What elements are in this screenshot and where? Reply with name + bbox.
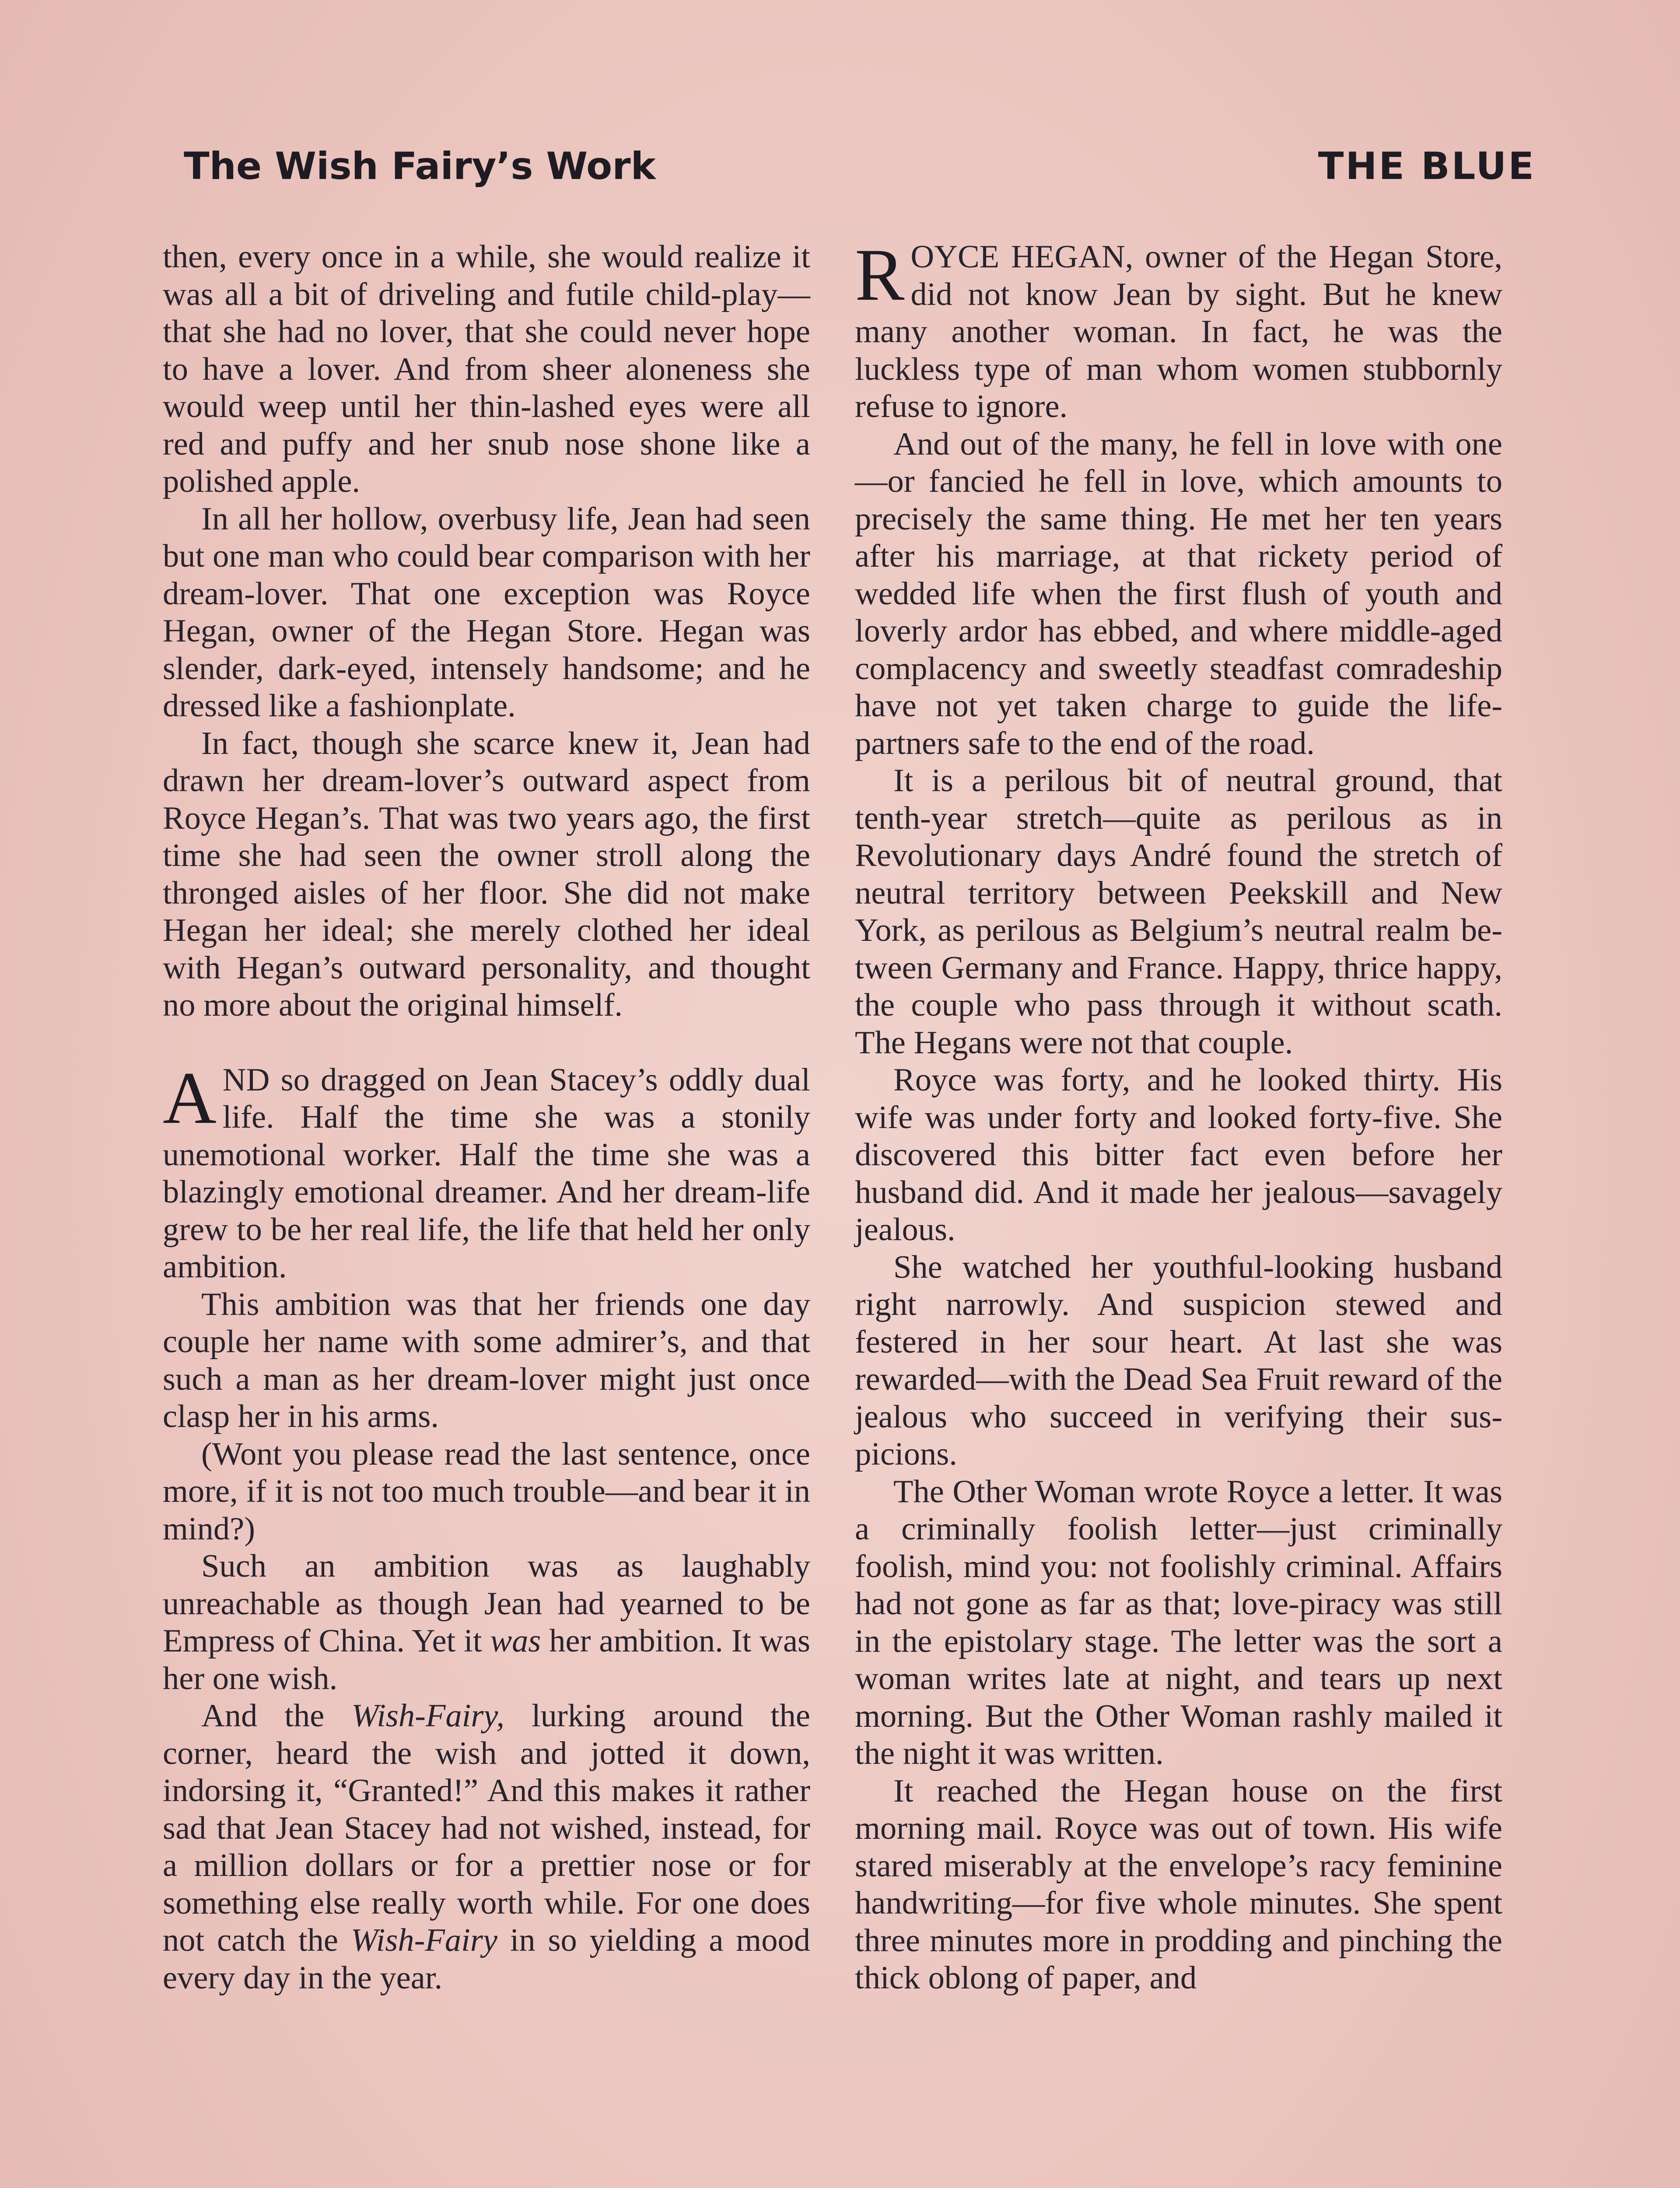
running-head-magazine: THE BLUE (1318, 144, 1536, 188)
paragraph-text: And the (201, 1698, 352, 1734)
emphasis: Wish-Fairy, (351, 1698, 504, 1734)
paragraph-text: her ambition. It was her one wish. (163, 1623, 810, 1697)
paragraph-text: OYCE HEGAN, owner of the Hegan Store, did not know Jean by sight. But he knew many another woman. In fact, he was the luckless type of man whom women stubbornly refuse to ignore. (855, 239, 1502, 424)
paragraph: She watched her youthful-looking husband right narrowly. And suspicion stewed and festered in her sour heart. At last she was rewarded—with the Dead Sea Fruit reward of the jealous who succeed in verifying their suspicions. (855, 1249, 1502, 1472)
paragraph-text: lurking around the corner, heard the wish and jotted it down, indorsing it, “Granted!” And this makes it rather sad that Jean Stacey had not wished, instead, for a million dollars or for a prettier nose or for something else really worth while. For one does not catch the (163, 1698, 810, 1958)
emphasis: was (490, 1623, 541, 1659)
paragraph: In fact, though she scarce knew it, Jean had drawn her dream-lover’s outward aspect from Royce Hegan’s. That was two years ago, the first time she had seen the owner stroll along the thronged aisles of her floor. She did not make Hegan her ideal; she merely clothed her ideal with Hegan’s outward personality, and thought no more about the original himself. (163, 725, 810, 1023)
paragraph (163, 1548, 810, 1697)
paragraph: Royce was forty, and he looked thirty. His wife was under forty and looked forty-five. She discovered this bitter fact even before her husband did. And it made her jealous—savagely jealous. (855, 1062, 1502, 1248)
drop-cap: R (855, 234, 905, 316)
paragraph-text: ND so dragged on Jean Stacey’s oddly dual life. Half the time she was a stonily unemotional worker. Half the time she was a blazingly emotional dreamer. And her dream-life grew to be her real life, the life that held her only ambition. (163, 1062, 810, 1285)
running-head-title: The Wish Fairy’s Work (184, 144, 656, 188)
paragraph: It is a perilous bit of neutral ground, that tenth-year stretch—quite as perilous as in Revolutionary days André found the stretch of neutral territory between Peekskill and New York, as perilous as Belgium’s neutral realm between Germany and France. Happy, thrice happy, the couple who pass through it without scath. The Hegans were not that couple. (855, 763, 1502, 1061)
paragraph: The Other Woman wrote Royce a letter. It was a criminally foolish letter—just criminally foolish, mind you: not foolishly criminal. Affairs had not gone as far as that; love-piracy was still in the epistolary stage. The letter was the sort a woman writes late at night, and tears up next morning. But the Other Woman rashly mailed it the night it was written. (855, 1473, 1502, 1771)
right-text-column (855, 234, 1502, 1997)
paragraph: And out of the many, he fell in love with one—or fancied he fell in love, which amounts to precisely the same thing. He met her ten years after his marriage, at that rickety period of wedded life when the first flush of youth and loverly ardor has ebbed, and where middle-aged complacency and sweetly steadfast comradeship have not yet taken charge to guide the lifepartners safe to the end of the road. (855, 426, 1502, 761)
paragraph-text: in so yielding a mood every day in the year. (163, 1922, 810, 1996)
emphasis: Wish-Fairy (350, 1922, 497, 1958)
drop-cap: A (163, 1056, 217, 1139)
paragraph: In all her hollow, overbusy life, Jean had seen but one man who could bear comparison with her dream-lover. That one exception was Royce Hegan, owner of the Hegan Store. Hegan was slender, dark-eyed, intensely handsome; and he dressed like a fashionplate. (163, 501, 810, 724)
paragraph (163, 1697, 810, 1997)
section-start-paragraph (855, 234, 1502, 426)
left-text-column (163, 238, 810, 1997)
paragraph: It reached the Hegan house on the first morning mail. Royce was out of town. His wife stared miserably at the envelope’s racy feminine handwriting—for five whole minutes. She spent three minutes more in prodding and pinching the thick oblong of paper, and (855, 1773, 1502, 1996)
section-start-paragraph (163, 1056, 810, 1286)
paragraph: (Wont you please read the last sentence, once more, if it is not too much trouble—and bear it in mind?) (163, 1436, 810, 1547)
paragraph: This ambition was that her friends one day couple her name with some admirer’s, and that such a man as her dream-lover might just once clasp her in his arms. (163, 1286, 810, 1434)
paragraph-text: Such an ambition was as laughably unreachable as though Jean had yearned to be Empress of China. Yet it (163, 1548, 810, 1659)
paragraph: then, every once in a while, she would realize it was all a bit of driveling and futile child-play—that she had no lover, that she could never hope to have a lover. And from sheer aloneness she would weep until her thin-lashed eyes were all red and puffy and her snub nose shone like a polished apple. (163, 239, 810, 499)
